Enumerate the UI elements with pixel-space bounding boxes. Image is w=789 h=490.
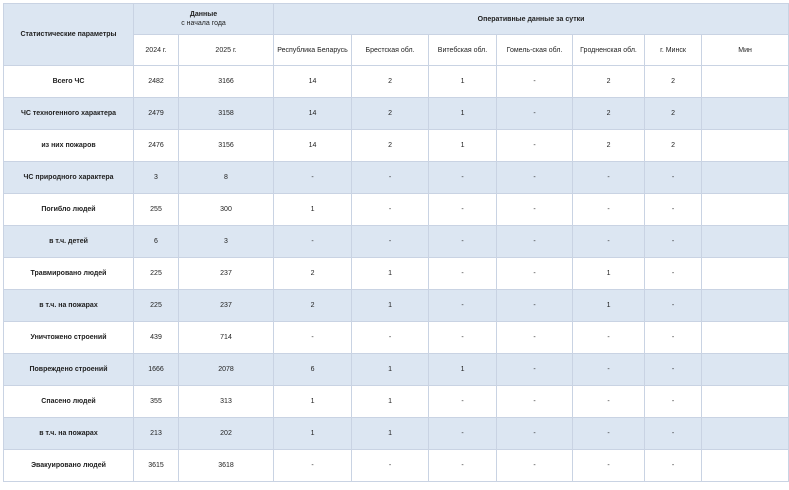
table-row [4, 386, 789, 418]
row-label: ЧС природного характера [4, 162, 134, 194]
table-cell: 2 [352, 98, 429, 130]
since-start-header [134, 4, 274, 35]
region-header-4: Гродненская обл. [573, 35, 645, 66]
table-cell: 213 [134, 418, 179, 450]
table-cell: 1 [352, 418, 429, 450]
table-cell: 355 [134, 386, 179, 418]
table-cell: - [274, 226, 352, 258]
row-label: в т.ч. детей [4, 226, 134, 258]
table-cell: - [497, 322, 573, 354]
table-cell: 313 [179, 386, 274, 418]
table-cell: 3618 [179, 450, 274, 482]
table-cell: 1 [352, 386, 429, 418]
table-cell: - [497, 66, 573, 98]
table-cell: 2479 [134, 98, 179, 130]
table-cell: 2 [573, 130, 645, 162]
table-cell: - [429, 386, 497, 418]
table-cell: 1 [274, 194, 352, 226]
table-cell: - [352, 322, 429, 354]
table-cell: 439 [134, 322, 179, 354]
table-cell: 2482 [134, 66, 179, 98]
table-cell: - [573, 386, 645, 418]
table-row [4, 162, 789, 194]
table-cell: - [645, 450, 702, 482]
table-cell: 1 [352, 354, 429, 386]
row-label: Спасено людей [4, 386, 134, 418]
table-row [4, 322, 789, 354]
table-cell: - [497, 162, 573, 194]
table-cell: - [573, 418, 645, 450]
table-row [4, 66, 789, 98]
table-cell: 1 [352, 290, 429, 322]
table-cell: - [573, 450, 645, 482]
table-cell: 3615 [134, 450, 179, 482]
table-cell: 2 [274, 290, 352, 322]
table-cell: - [352, 194, 429, 226]
region-header-2: Витебская обл. [429, 35, 497, 66]
table-cell: 2078 [179, 354, 274, 386]
table-cell: - [645, 354, 702, 386]
table-header [4, 4, 789, 66]
table-cell: - [497, 258, 573, 290]
table-cell: - [645, 162, 702, 194]
table-cell: 2 [352, 66, 429, 98]
table-cell: 2 [352, 130, 429, 162]
table-cell: 202 [179, 418, 274, 450]
table-cell: - [497, 226, 573, 258]
table-row [4, 450, 789, 482]
table-cell: 237 [179, 290, 274, 322]
region-header-1: Брестская обл. [352, 35, 429, 66]
row-label: Всего ЧС [4, 66, 134, 98]
table-cell [702, 290, 789, 322]
daily-data-header: Оперативные данные за сутки [274, 4, 789, 35]
emergency-statistics-table [3, 3, 789, 482]
table-cell: - [497, 194, 573, 226]
table-cell: 1 [429, 130, 497, 162]
region-header-0: Республика Беларусь [274, 35, 352, 66]
table-cell: - [497, 386, 573, 418]
table-cell: 14 [274, 130, 352, 162]
year-header-1: 2025 г. [179, 35, 274, 66]
table-cell [702, 66, 789, 98]
row-label: Уничтожено строений [4, 322, 134, 354]
table-cell: 2 [274, 258, 352, 290]
row-label: ЧС техногенного характера [4, 98, 134, 130]
table-row [4, 290, 789, 322]
table-cell: 2 [645, 98, 702, 130]
year-header-0: 2024 г. [134, 35, 179, 66]
row-label: Погибло людей [4, 194, 134, 226]
region-header-6: Мин [702, 35, 789, 66]
table-body [4, 66, 789, 482]
table-cell: - [429, 258, 497, 290]
table-cell: 225 [134, 290, 179, 322]
table-cell: - [645, 418, 702, 450]
table-row [4, 98, 789, 130]
table-cell: - [429, 162, 497, 194]
table-cell: - [352, 226, 429, 258]
table-cell: - [274, 162, 352, 194]
table-cell: 2 [573, 98, 645, 130]
table-cell: 8 [179, 162, 274, 194]
table-cell: - [573, 322, 645, 354]
table-row [4, 130, 789, 162]
table-cell: - [573, 162, 645, 194]
table-cell: 1 [429, 98, 497, 130]
table-cell: 225 [134, 258, 179, 290]
row-label: в т.ч. на пожарах [4, 418, 134, 450]
table-cell [702, 130, 789, 162]
table-cell: - [645, 322, 702, 354]
table-cell: - [497, 450, 573, 482]
table-cell: - [645, 226, 702, 258]
since-start-line1: Данные [189, 11, 218, 18]
table-cell: - [274, 450, 352, 482]
table-cell: - [352, 450, 429, 482]
table-cell: 2 [645, 130, 702, 162]
table-cell: 1 [429, 354, 497, 386]
row-label: Травмировано людей [4, 258, 134, 290]
table-cell: 1 [274, 418, 352, 450]
table-cell: 3166 [179, 66, 274, 98]
table-cell: 14 [274, 98, 352, 130]
table-cell [702, 226, 789, 258]
table-cell: 1 [274, 386, 352, 418]
table-cell: - [645, 258, 702, 290]
table-cell [702, 322, 789, 354]
table-cell [702, 258, 789, 290]
table-cell: - [497, 290, 573, 322]
table-cell: - [645, 194, 702, 226]
row-label: в т.ч. на пожарах [4, 290, 134, 322]
table-cell: 1666 [134, 354, 179, 386]
table-cell: - [497, 130, 573, 162]
table-cell: 3158 [179, 98, 274, 130]
table-cell: - [497, 418, 573, 450]
region-header-3: Гомель-ская обл. [497, 35, 573, 66]
header-row-top [4, 4, 789, 35]
table-cell: 237 [179, 258, 274, 290]
table-cell: 1 [352, 258, 429, 290]
table-cell [702, 194, 789, 226]
table-cell [702, 98, 789, 130]
param-column-header: Статистические параметры [4, 4, 134, 66]
table-cell: - [497, 98, 573, 130]
table-cell: 714 [179, 322, 274, 354]
table-cell: - [573, 354, 645, 386]
table-cell: - [352, 162, 429, 194]
table-cell: 3156 [179, 130, 274, 162]
table-cell: 300 [179, 194, 274, 226]
table-cell [702, 418, 789, 450]
row-label: из них пожаров [4, 130, 134, 162]
table-cell: 2 [573, 66, 645, 98]
table-cell: - [497, 354, 573, 386]
table-cell: 255 [134, 194, 179, 226]
row-label: Эвакуировано людей [4, 450, 134, 482]
table-cell: 6 [134, 226, 179, 258]
table-row [4, 226, 789, 258]
table-cell: 14 [274, 66, 352, 98]
table-cell: - [645, 386, 702, 418]
table-cell: 2 [645, 66, 702, 98]
table-cell: 2476 [134, 130, 179, 162]
since-start-line2: с начала года [181, 20, 226, 27]
table-cell [702, 162, 789, 194]
table-row [4, 418, 789, 450]
table-cell: - [429, 322, 497, 354]
table-cell: - [429, 226, 497, 258]
table-cell: - [274, 322, 352, 354]
table-cell: - [573, 226, 645, 258]
table-cell: 1 [429, 66, 497, 98]
table-cell [702, 450, 789, 482]
table-cell: - [429, 290, 497, 322]
region-header-5: г. Минск [645, 35, 702, 66]
table-cell: - [429, 194, 497, 226]
row-label: Повреждено строений [4, 354, 134, 386]
table-cell: - [429, 418, 497, 450]
table-cell: - [573, 194, 645, 226]
table-cell [702, 386, 789, 418]
table-cell: - [645, 290, 702, 322]
table-cell: 6 [274, 354, 352, 386]
table-cell: 1 [573, 258, 645, 290]
table-cell: 3 [179, 226, 274, 258]
table-row [4, 258, 789, 290]
table-cell: - [429, 450, 497, 482]
table-cell: 1 [573, 290, 645, 322]
table-cell [702, 354, 789, 386]
table-row [4, 194, 789, 226]
table-row [4, 354, 789, 386]
table-cell: 3 [134, 162, 179, 194]
